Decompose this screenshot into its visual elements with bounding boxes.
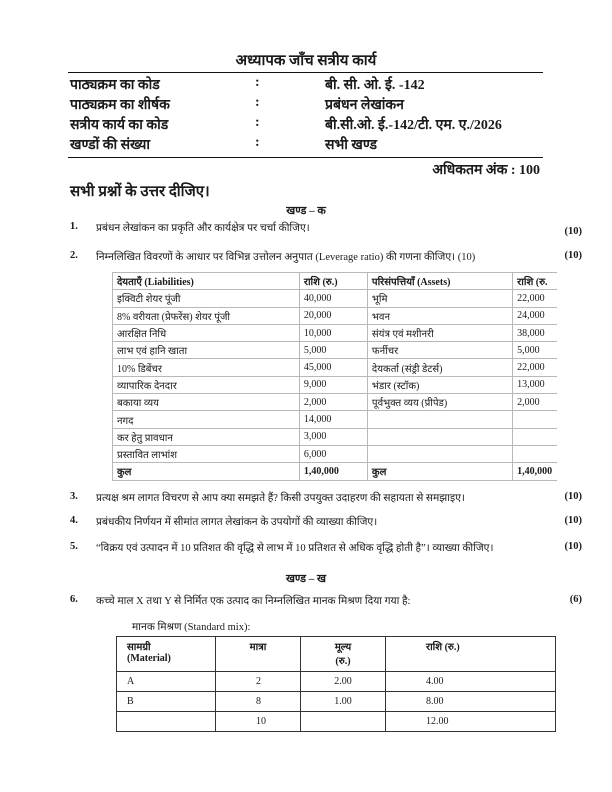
meta-value: बी. सी. ओ. ई. -142: [325, 78, 425, 93]
header-assets: परिसंपत्तियाँ (Assets): [367, 273, 512, 290]
question-number: 6.: [70, 594, 78, 605]
table-total-row: [113, 463, 562, 480]
cell: 22,000: [513, 359, 562, 376]
header-line: राशि (रु.): [426, 642, 460, 653]
cell: 10% डिबेंचर: [113, 359, 300, 376]
cell: [301, 712, 386, 732]
meta-assignment-code: [70, 115, 550, 135]
meta-label: पाठ्यक्रम का शीर्षक: [70, 98, 170, 113]
cell: 1,40,000: [299, 463, 367, 480]
meta-value: सभी खण्ड: [325, 138, 378, 153]
meta-label: खण्डों की संख्या: [70, 138, 150, 153]
cell: 1.00: [301, 692, 386, 712]
cell: 5,000: [513, 342, 562, 359]
table-row: [113, 359, 562, 376]
cell: [513, 445, 562, 462]
question-4: [70, 515, 580, 531]
cell: 8: [216, 692, 301, 712]
cell: लाभ एवं हानि खाता: [113, 342, 300, 359]
meta-separator: :: [255, 95, 260, 110]
cell: कुल: [113, 463, 300, 480]
header-line: मात्रा: [249, 642, 267, 653]
cell: भवन: [367, 307, 512, 324]
question-text: निम्नलिखित विवरणों के आधार पर विभिन्न उत्तोलन अनुपात (Leverage ratio) की गणना कीजिए। (10): [96, 252, 476, 263]
table-row: [117, 712, 556, 732]
table-row: [113, 342, 562, 359]
question-marks: (10): [564, 226, 582, 237]
cell: 40,000: [299, 290, 367, 307]
cell: नगद: [113, 411, 300, 428]
cell: 8% वरीयता (प्रेफरेंस) शेयर पूंजी: [113, 307, 300, 324]
question-5: [70, 541, 580, 557]
cell: 3,000: [299, 428, 367, 445]
meta-course-title: [70, 95, 550, 115]
question-6: [70, 594, 580, 610]
cell: 13,000: [513, 376, 562, 393]
cell: भूमि: [367, 290, 512, 307]
header-quantity: [216, 637, 301, 672]
table-row: [113, 307, 562, 324]
cell: B: [117, 692, 216, 712]
header-line: (रु.): [335, 656, 351, 667]
cell: व्यापारिक देनदार: [113, 376, 300, 393]
cell: संयंत्र एवं मशीनरी: [367, 324, 512, 341]
table-row: [113, 376, 562, 393]
meta-blocks: [70, 135, 550, 155]
question-3: [70, 491, 580, 507]
cell: 12.00: [386, 712, 556, 732]
question-number: 4.: [70, 515, 78, 526]
header-price: [301, 637, 386, 672]
table-row: [113, 394, 562, 411]
question-marks: (10): [564, 541, 582, 552]
section-b-heading: खण्ड – ख: [285, 573, 327, 585]
cell: 5,000: [299, 342, 367, 359]
balance-sheet-table: [112, 272, 562, 481]
cell: 8.00: [386, 692, 556, 712]
question-number: 5.: [70, 541, 78, 552]
cell: 20,000: [299, 307, 367, 324]
page-edge-clip: [557, 268, 612, 488]
header-material: [117, 637, 216, 672]
cell: 2.00: [301, 672, 386, 692]
max-marks: अधिकतम अंक : 100: [432, 163, 540, 178]
cell: [367, 428, 512, 445]
cell: 10: [216, 712, 301, 732]
divider-top: [68, 72, 543, 73]
header-liabilities: देयताएँ (Liabilities): [113, 273, 300, 290]
table-row: [113, 411, 562, 428]
cell: [513, 428, 562, 445]
question-marks: (10): [564, 515, 582, 526]
cell: फर्नीचर: [367, 342, 512, 359]
cell: इक्विटी शेयर पूंजी: [113, 290, 300, 307]
cell: [513, 411, 562, 428]
divider-bottom: [68, 157, 543, 158]
table-row: [113, 324, 562, 341]
meta-separator: :: [255, 135, 260, 150]
cell: 9,000: [299, 376, 367, 393]
question-marks: (10): [564, 491, 582, 502]
cell: कर हेतु प्रावधान: [113, 428, 300, 445]
header-line: सामग्री: [127, 642, 151, 653]
table-header-row: [113, 273, 562, 290]
table-row: [113, 290, 562, 307]
cell: 2: [216, 672, 301, 692]
cell: [367, 411, 512, 428]
question-1: [70, 221, 580, 237]
cell: A: [117, 672, 216, 692]
cell: आरक्षित निधि: [113, 324, 300, 341]
cell: 14,000: [299, 411, 367, 428]
standard-mix-table: [116, 636, 556, 732]
cell: प्रस्तावित लाभांश: [113, 445, 300, 462]
cell: पूर्वभुक्त व्यय (प्रीपेड): [367, 394, 512, 411]
question-number: 1.: [70, 221, 78, 232]
question-number: 3.: [70, 491, 78, 502]
table-row: [113, 428, 562, 445]
cell: 2,000: [299, 394, 367, 411]
header-amount: राशि (रु.: [513, 273, 562, 290]
header-amount: [386, 637, 556, 672]
section-a-heading: खण्ड – क: [286, 205, 326, 217]
cell: 6,000: [299, 445, 367, 462]
cell: कुल: [367, 463, 512, 480]
question-number: 2.: [70, 250, 78, 261]
question-text: कच्चे माल X तथा Y से निर्मित एक उत्पाद का निम्नलिखित मानक मिश्रण दिया गया है:: [96, 596, 411, 607]
meta-label: सत्रीय कार्य का कोड: [70, 118, 169, 133]
meta-value: बी.सी.ओ. ई.-142/टी. एम. ए./2026: [325, 118, 502, 133]
question-text: “विक्रय एवं उत्पादन में 10 प्रतिशत की वृद्धि से लाभ में 10 प्रतिशत से अधिक वृद्धि होती है”। व्याख्या कीजिए।: [96, 543, 494, 554]
table-header-row: [117, 637, 556, 672]
cell: 1,40,000: [513, 463, 562, 480]
cell: 22,000: [513, 290, 562, 307]
meta-separator: :: [255, 115, 260, 130]
cell: 24,000: [513, 307, 562, 324]
meta-separator: :: [255, 75, 260, 90]
cell: 38,000: [513, 324, 562, 341]
cell: 45,000: [299, 359, 367, 376]
page-title: अध्यापक जाँच सत्रीय कार्य: [235, 53, 377, 69]
question-2: [70, 250, 580, 266]
cell: 4.00: [386, 672, 556, 692]
question-text: प्रबंधकीय निर्णयन में सीमांत लागत लेखांकन के उपयोगों की व्याख्या कीजिए।: [96, 517, 378, 528]
table-row: [113, 445, 562, 462]
table-row: [117, 692, 556, 712]
question-text: प्रबंधन लेखांकन का प्रकृति और कार्यक्षेत्र पर चर्चा कीजिए।: [96, 223, 310, 234]
standard-mix-label: मानक मिश्रण (Standard mix):: [132, 622, 251, 633]
question-text: प्रत्यक्ष श्रम लागत विचरण से आप क्या समझते हैं? किसी उपयुक्त उदाहरण की सहायता से समझाइए।: [96, 493, 465, 504]
cell: 2,000: [513, 394, 562, 411]
table-row: [117, 672, 556, 692]
instruction: सभी प्रश्नों के उत्तर दीजिए।: [70, 184, 210, 200]
header-line: मूल्य: [334, 642, 352, 653]
cell: भंडार (स्टॉक): [367, 376, 512, 393]
header-amount: राशि (रु.): [299, 273, 367, 290]
cell: देयकर्ता (संड्री डेटर्स): [367, 359, 512, 376]
meta-course-code: [70, 75, 550, 95]
cell: [117, 712, 216, 732]
cell: बकाया व्यय: [113, 394, 300, 411]
header-line: (Material): [127, 653, 171, 664]
meta-label: पाठ्यक्रम का कोड: [70, 78, 160, 93]
meta-value: प्रबंधन लेखांकन: [325, 98, 404, 113]
cell: [367, 445, 512, 462]
question-marks: (6): [569, 594, 582, 605]
question-marks: (10): [564, 250, 582, 261]
cell: 10,000: [299, 324, 367, 341]
